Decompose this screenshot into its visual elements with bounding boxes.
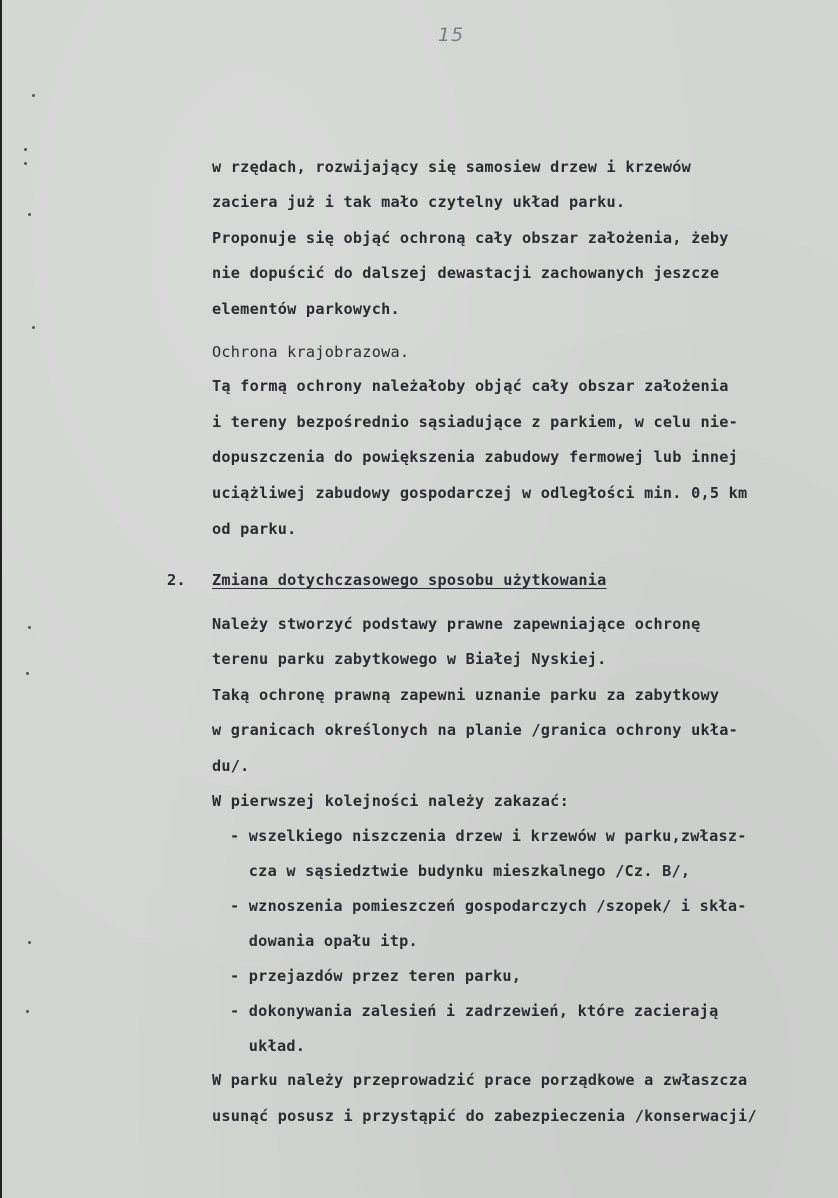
list-item: - przejazdów przez teren parku,: [230, 967, 522, 985]
scan-speck: [32, 326, 35, 329]
text-line: w rzędach, rozwijający się samosiew drzew i krzewów: [212, 158, 692, 176]
text-line: du/.: [212, 757, 250, 775]
list-intro: W pierwszej kolejności należy zakazać:: [212, 792, 569, 810]
text-line: Taką ochronę prawną zapewni uznanie parku za zabytkowy: [212, 686, 720, 704]
section-title: Zmiana dotychczasowego sposobu użytkowania: [212, 571, 607, 589]
text-line: w granicach określonych na planie /granica ochrony ukła-: [212, 721, 739, 739]
text-line: Tą formą ochrony należałoby objąć cały obszar założenia: [212, 377, 729, 395]
list-item: dowania opału itp.: [230, 932, 418, 950]
scan-speck: [24, 148, 27, 151]
text-line: dopuszczenia do powiększenia zabudowy fermowej lub innej: [212, 448, 739, 466]
scan-speck: [32, 94, 35, 97]
subheading: Ochrona krajobrazowa.: [212, 343, 410, 361]
page-number: 15: [438, 24, 465, 46]
text-line: elementów parkowych.: [212, 300, 400, 318]
scan-speck: [28, 213, 31, 216]
list-item: cza w sąsiedztwie budynku mieszkalnego /Cz. B/,: [230, 862, 691, 880]
section-number: 2.: [167, 571, 186, 589]
text-line: usunąć posusz i przystąpić do zabezpieczenia /konserwacji/: [212, 1107, 757, 1125]
list-item: układ.: [230, 1037, 306, 1055]
list-item: - wszelkiego niszczenia drzew i krzewów w parku,zwłasz-: [230, 827, 747, 845]
text-line: terenu parku zabytkowego w Białej Nyskiej.: [212, 650, 607, 668]
scan-speck: [24, 162, 27, 165]
text-line: W parku należy przeprowadzić prace porządkowe a zwłaszcza: [212, 1071, 748, 1089]
text-line: zaciera już i tak mało czytelny układ parku.: [212, 193, 626, 211]
list-item: - dokonywania zalesień i zadrzewień, które zacierają: [230, 1002, 719, 1020]
text-line: od parku.: [212, 520, 297, 538]
scan-speck: [26, 1010, 29, 1013]
scan-speck: [28, 626, 31, 629]
scan-speck: [26, 672, 29, 675]
text-line: i tereny bezpośrednio sąsiadujące z parkiem, w celu nie-: [212, 413, 739, 431]
list-item: - wznoszenia pomieszczeń gospodarczych /szopek/ i skła-: [230, 897, 747, 915]
scan-speck: [28, 941, 31, 944]
text-line: Należy stworzyć podstawy prawne zapewniające ochronę: [212, 615, 701, 633]
text-line: uciążliwej zabudowy gospodarczej w odległości min. 0,5 km: [212, 484, 748, 502]
text-line: Proponuje się objąć ochroną cały obszar założenia, żeby: [212, 229, 729, 247]
text-line: nie dopuścić do dalszej dewastacji zachowanych jeszcze: [212, 264, 720, 282]
